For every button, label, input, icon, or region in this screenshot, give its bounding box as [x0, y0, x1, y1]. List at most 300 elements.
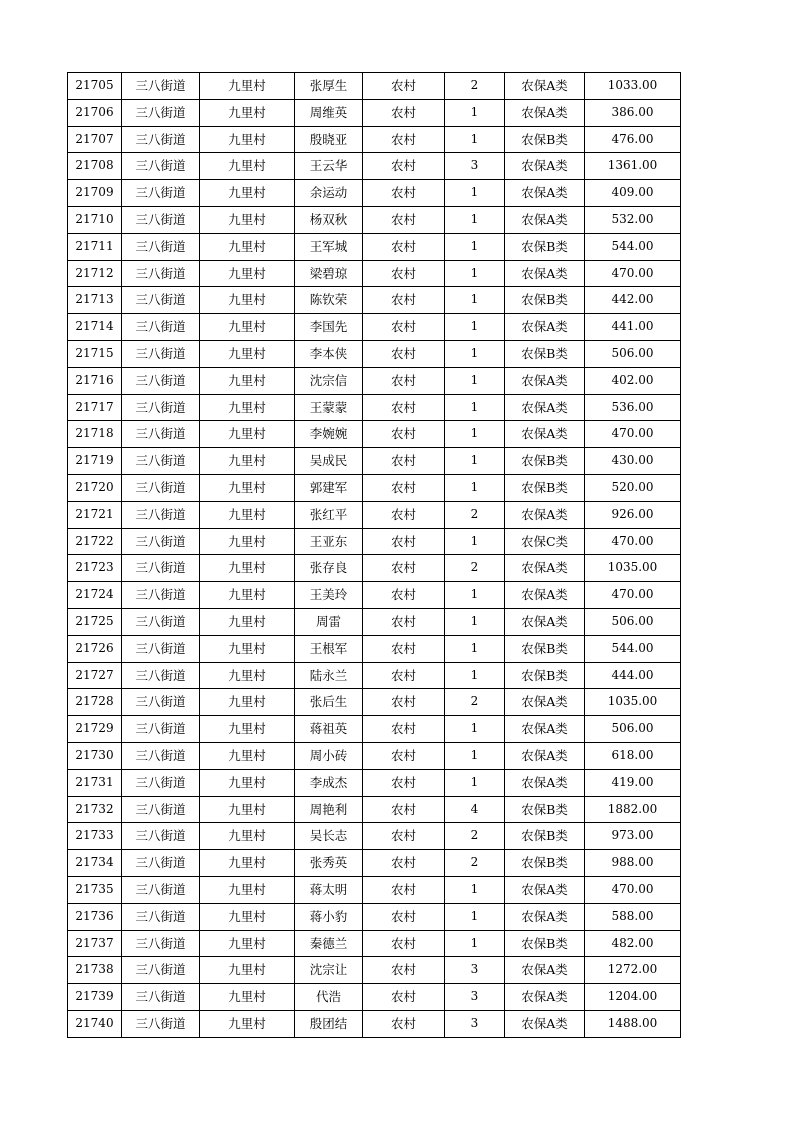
insurance-category-cell: 农保C类 [505, 528, 585, 555]
household-type-cell: 农村 [363, 876, 445, 903]
table-row [68, 287, 681, 314]
street-cell: 三八街道 [122, 314, 200, 341]
insurance-category-cell: 农保B类 [505, 126, 585, 153]
street-cell: 三八街道 [122, 582, 200, 609]
person-name-cell: 陆永兰 [295, 662, 363, 689]
member-count-cell: 1 [445, 608, 505, 635]
street-cell: 三八街道 [122, 608, 200, 635]
household-type-cell: 农村 [363, 930, 445, 957]
insurance-category-cell: 农保A类 [505, 876, 585, 903]
table-row [68, 582, 681, 609]
person-name-cell: 王根军 [295, 635, 363, 662]
street-cell: 三八街道 [122, 903, 200, 930]
member-count-cell: 1 [445, 99, 505, 126]
table-row [68, 448, 681, 475]
street-cell: 三八街道 [122, 153, 200, 180]
amount-cell: 506.00 [585, 716, 681, 743]
record-id-cell: 21719 [68, 448, 122, 475]
table-row [68, 850, 681, 877]
household-type-cell: 农村 [363, 903, 445, 930]
person-name-cell: 李婉婉 [295, 421, 363, 448]
village-cell: 九里村 [200, 153, 295, 180]
household-type-cell: 农村 [363, 635, 445, 662]
street-cell: 三八街道 [122, 957, 200, 984]
person-name-cell: 周艳利 [295, 796, 363, 823]
amount-cell: 1488.00 [585, 1010, 681, 1037]
village-cell: 九里村 [200, 903, 295, 930]
person-name-cell: 陈钦荣 [295, 287, 363, 314]
street-cell: 三八街道 [122, 716, 200, 743]
record-id-cell: 21723 [68, 555, 122, 582]
person-name-cell: 秦德兰 [295, 930, 363, 957]
village-cell: 九里村 [200, 314, 295, 341]
amount-cell: 988.00 [585, 850, 681, 877]
record-id-cell: 21729 [68, 716, 122, 743]
street-cell: 三八街道 [122, 769, 200, 796]
household-type-cell: 农村 [363, 233, 445, 260]
street-cell: 三八街道 [122, 823, 200, 850]
insurance-category-cell: 农保A类 [505, 73, 585, 100]
person-name-cell: 李成杰 [295, 769, 363, 796]
amount-cell: 1035.00 [585, 555, 681, 582]
table-row [68, 903, 681, 930]
amount-cell: 1033.00 [585, 73, 681, 100]
household-type-cell: 农村 [363, 850, 445, 877]
amount-cell: 470.00 [585, 582, 681, 609]
insurance-category-cell: 农保B类 [505, 287, 585, 314]
street-cell: 三八街道 [122, 126, 200, 153]
table-row [68, 742, 681, 769]
insurance-category-cell: 农保B类 [505, 662, 585, 689]
insurance-category-cell: 农保A类 [505, 689, 585, 716]
village-cell: 九里村 [200, 448, 295, 475]
street-cell: 三八街道 [122, 73, 200, 100]
person-name-cell: 蒋祖英 [295, 716, 363, 743]
household-type-cell: 农村 [363, 957, 445, 984]
household-type-cell: 农村 [363, 796, 445, 823]
table-row [68, 73, 681, 100]
member-count-cell: 3 [445, 984, 505, 1011]
record-id-cell: 21712 [68, 260, 122, 287]
household-type-cell: 农村 [363, 555, 445, 582]
village-cell: 九里村 [200, 850, 295, 877]
table-row [68, 501, 681, 528]
amount-cell: 618.00 [585, 742, 681, 769]
insurance-category-cell: 农保B类 [505, 233, 585, 260]
street-cell: 三八街道 [122, 287, 200, 314]
village-cell: 九里村 [200, 99, 295, 126]
person-name-cell: 张后生 [295, 689, 363, 716]
person-name-cell: 蒋小豹 [295, 903, 363, 930]
insurance-category-cell: 农保A类 [505, 903, 585, 930]
person-name-cell: 李本侠 [295, 340, 363, 367]
street-cell: 三八街道 [122, 260, 200, 287]
table-row [68, 394, 681, 421]
person-name-cell: 王军城 [295, 233, 363, 260]
street-cell: 三八街道 [122, 474, 200, 501]
member-count-cell: 2 [445, 555, 505, 582]
street-cell: 三八街道 [122, 850, 200, 877]
household-type-cell: 农村 [363, 474, 445, 501]
street-cell: 三八街道 [122, 233, 200, 260]
insurance-category-cell: 农保B类 [505, 474, 585, 501]
table-row [68, 340, 681, 367]
table-row [68, 260, 681, 287]
insurance-category-cell: 农保A类 [505, 769, 585, 796]
person-name-cell: 王美玲 [295, 582, 363, 609]
household-type-cell: 农村 [363, 716, 445, 743]
street-cell: 三八街道 [122, 421, 200, 448]
amount-cell: 506.00 [585, 340, 681, 367]
household-type-cell: 农村 [363, 394, 445, 421]
village-cell: 九里村 [200, 394, 295, 421]
record-id-cell: 21724 [68, 582, 122, 609]
household-type-cell: 农村 [363, 582, 445, 609]
street-cell: 三八街道 [122, 206, 200, 233]
table-row [68, 474, 681, 501]
record-id-cell: 21726 [68, 635, 122, 662]
record-id-cell: 21718 [68, 421, 122, 448]
record-id-cell: 21731 [68, 769, 122, 796]
village-cell: 九里村 [200, 206, 295, 233]
member-count-cell: 1 [445, 582, 505, 609]
household-type-cell: 农村 [363, 287, 445, 314]
street-cell: 三八街道 [122, 340, 200, 367]
member-count-cell: 1 [445, 314, 505, 341]
household-type-cell: 农村 [363, 662, 445, 689]
street-cell: 三八街道 [122, 742, 200, 769]
village-cell: 九里村 [200, 421, 295, 448]
person-name-cell: 张厚生 [295, 73, 363, 100]
record-id-cell: 21706 [68, 99, 122, 126]
household-type-cell: 农村 [363, 501, 445, 528]
insurance-category-cell: 农保A类 [505, 608, 585, 635]
street-cell: 三八街道 [122, 689, 200, 716]
record-id-cell: 21739 [68, 984, 122, 1011]
village-cell: 九里村 [200, 555, 295, 582]
village-cell: 九里村 [200, 73, 295, 100]
person-name-cell: 王亚东 [295, 528, 363, 555]
record-id-cell: 21728 [68, 689, 122, 716]
data-table [67, 72, 681, 1038]
insurance-category-cell: 农保A类 [505, 367, 585, 394]
street-cell: 三八街道 [122, 448, 200, 475]
village-cell: 九里村 [200, 957, 295, 984]
member-count-cell: 2 [445, 823, 505, 850]
member-count-cell: 3 [445, 1010, 505, 1037]
member-count-cell: 3 [445, 957, 505, 984]
household-type-cell: 农村 [363, 206, 445, 233]
amount-cell: 532.00 [585, 206, 681, 233]
record-id-cell: 21714 [68, 314, 122, 341]
village-cell: 九里村 [200, 582, 295, 609]
village-cell: 九里村 [200, 1010, 295, 1037]
village-cell: 九里村 [200, 340, 295, 367]
member-count-cell: 2 [445, 850, 505, 877]
street-cell: 三八街道 [122, 930, 200, 957]
insurance-category-cell: 农保B类 [505, 635, 585, 662]
insurance-category-cell: 农保A类 [505, 314, 585, 341]
record-id-cell: 21733 [68, 823, 122, 850]
household-type-cell: 农村 [363, 823, 445, 850]
member-count-cell: 1 [445, 367, 505, 394]
member-count-cell: 1 [445, 528, 505, 555]
record-id-cell: 21737 [68, 930, 122, 957]
village-cell: 九里村 [200, 984, 295, 1011]
member-count-cell: 1 [445, 260, 505, 287]
record-id-cell: 21740 [68, 1010, 122, 1037]
insurance-category-cell: 农保B类 [505, 340, 585, 367]
household-type-cell: 农村 [363, 367, 445, 394]
street-cell: 三八街道 [122, 180, 200, 207]
amount-cell: 1204.00 [585, 984, 681, 1011]
person-name-cell: 李国先 [295, 314, 363, 341]
member-count-cell: 1 [445, 662, 505, 689]
amount-cell: 536.00 [585, 394, 681, 421]
amount-cell: 1035.00 [585, 689, 681, 716]
member-count-cell: 1 [445, 340, 505, 367]
table-row [68, 126, 681, 153]
household-type-cell: 农村 [363, 448, 445, 475]
person-name-cell: 杨双秋 [295, 206, 363, 233]
street-cell: 三八街道 [122, 528, 200, 555]
person-name-cell: 王云华 [295, 153, 363, 180]
person-name-cell: 张红平 [295, 501, 363, 528]
household-type-cell: 农村 [363, 153, 445, 180]
record-id-cell: 21732 [68, 796, 122, 823]
table-row [68, 99, 681, 126]
person-name-cell: 代浩 [295, 984, 363, 1011]
table-row [68, 876, 681, 903]
insurance-category-cell: 农保A类 [505, 153, 585, 180]
insurance-category-cell: 农保B类 [505, 823, 585, 850]
record-id-cell: 21710 [68, 206, 122, 233]
village-cell: 九里村 [200, 260, 295, 287]
person-name-cell: 蒋太明 [295, 876, 363, 903]
amount-cell: 470.00 [585, 421, 681, 448]
amount-cell: 444.00 [585, 662, 681, 689]
amount-cell: 470.00 [585, 528, 681, 555]
record-id-cell: 21717 [68, 394, 122, 421]
household-type-cell: 农村 [363, 260, 445, 287]
table-row [68, 421, 681, 448]
amount-cell: 441.00 [585, 314, 681, 341]
amount-cell: 442.00 [585, 287, 681, 314]
person-name-cell: 余运动 [295, 180, 363, 207]
table-row [68, 984, 681, 1011]
member-count-cell: 1 [445, 206, 505, 233]
village-cell: 九里村 [200, 126, 295, 153]
person-name-cell: 张秀英 [295, 850, 363, 877]
record-id-cell: 21721 [68, 501, 122, 528]
member-count-cell: 1 [445, 716, 505, 743]
table-row [68, 823, 681, 850]
amount-cell: 1882.00 [585, 796, 681, 823]
insurance-category-cell: 农保A类 [505, 957, 585, 984]
insurance-category-cell: 农保B类 [505, 796, 585, 823]
table-row [68, 206, 681, 233]
amount-cell: 588.00 [585, 903, 681, 930]
person-name-cell: 殷团结 [295, 1010, 363, 1037]
street-cell: 三八街道 [122, 662, 200, 689]
person-name-cell: 沈宗让 [295, 957, 363, 984]
amount-cell: 476.00 [585, 126, 681, 153]
village-cell: 九里村 [200, 716, 295, 743]
household-type-cell: 农村 [363, 180, 445, 207]
table-row [68, 662, 681, 689]
person-name-cell: 王蒙蒙 [295, 394, 363, 421]
household-type-cell: 农村 [363, 742, 445, 769]
village-cell: 九里村 [200, 367, 295, 394]
amount-cell: 1361.00 [585, 153, 681, 180]
record-id-cell: 21708 [68, 153, 122, 180]
street-cell: 三八街道 [122, 555, 200, 582]
street-cell: 三八街道 [122, 99, 200, 126]
member-count-cell: 1 [445, 233, 505, 260]
table-row [68, 367, 681, 394]
household-type-cell: 农村 [363, 99, 445, 126]
village-cell: 九里村 [200, 930, 295, 957]
village-cell: 九里村 [200, 662, 295, 689]
amount-cell: 482.00 [585, 930, 681, 957]
village-cell: 九里村 [200, 823, 295, 850]
insurance-category-cell: 农保A类 [505, 99, 585, 126]
amount-cell: 520.00 [585, 474, 681, 501]
village-cell: 九里村 [200, 796, 295, 823]
amount-cell: 470.00 [585, 876, 681, 903]
household-type-cell: 农村 [363, 1010, 445, 1037]
insurance-category-cell: 农保A类 [505, 421, 585, 448]
record-id-cell: 21716 [68, 367, 122, 394]
amount-cell: 402.00 [585, 367, 681, 394]
street-cell: 三八街道 [122, 876, 200, 903]
street-cell: 三八街道 [122, 501, 200, 528]
household-type-cell: 农村 [363, 984, 445, 1011]
amount-cell: 544.00 [585, 635, 681, 662]
person-name-cell: 梁碧琼 [295, 260, 363, 287]
amount-cell: 506.00 [585, 608, 681, 635]
person-name-cell: 周雷 [295, 608, 363, 635]
table-row [68, 233, 681, 260]
amount-cell: 386.00 [585, 99, 681, 126]
amount-cell: 409.00 [585, 180, 681, 207]
insurance-category-cell: 农保A类 [505, 555, 585, 582]
record-id-cell: 21735 [68, 876, 122, 903]
household-type-cell: 农村 [363, 126, 445, 153]
insurance-category-cell: 农保B类 [505, 850, 585, 877]
person-name-cell: 周小砖 [295, 742, 363, 769]
member-count-cell: 4 [445, 796, 505, 823]
village-cell: 九里村 [200, 635, 295, 662]
amount-cell: 430.00 [585, 448, 681, 475]
person-name-cell: 吴成民 [295, 448, 363, 475]
member-count-cell: 1 [445, 635, 505, 662]
amount-cell: 973.00 [585, 823, 681, 850]
record-id-cell: 21736 [68, 903, 122, 930]
street-cell: 三八街道 [122, 635, 200, 662]
insurance-category-cell: 农保A类 [505, 206, 585, 233]
street-cell: 三八街道 [122, 367, 200, 394]
table-row [68, 689, 681, 716]
village-cell: 九里村 [200, 769, 295, 796]
insurance-category-cell: 农保A类 [505, 1010, 585, 1037]
table-row [68, 555, 681, 582]
household-type-cell: 农村 [363, 689, 445, 716]
village-cell: 九里村 [200, 528, 295, 555]
street-cell: 三八街道 [122, 1010, 200, 1037]
village-cell: 九里村 [200, 689, 295, 716]
street-cell: 三八街道 [122, 984, 200, 1011]
person-name-cell: 沈宗信 [295, 367, 363, 394]
record-id-cell: 21727 [68, 662, 122, 689]
household-type-cell: 农村 [363, 73, 445, 100]
insurance-category-cell: 农保A类 [505, 501, 585, 528]
insurance-category-cell: 农保A类 [505, 984, 585, 1011]
table-row [68, 153, 681, 180]
amount-cell: 419.00 [585, 769, 681, 796]
household-type-cell: 农村 [363, 608, 445, 635]
table-row [68, 314, 681, 341]
table-body [68, 73, 681, 1038]
village-cell: 九里村 [200, 742, 295, 769]
member-count-cell: 1 [445, 448, 505, 475]
household-type-cell: 农村 [363, 314, 445, 341]
insurance-category-cell: 农保A类 [505, 582, 585, 609]
amount-cell: 926.00 [585, 501, 681, 528]
insurance-category-cell: 农保A类 [505, 742, 585, 769]
record-id-cell: 21738 [68, 957, 122, 984]
table-row [68, 635, 681, 662]
member-count-cell: 1 [445, 930, 505, 957]
village-cell: 九里村 [200, 233, 295, 260]
table-row [68, 180, 681, 207]
member-count-cell: 1 [445, 394, 505, 421]
table-row [68, 1010, 681, 1037]
person-name-cell: 张存良 [295, 555, 363, 582]
record-id-cell: 21711 [68, 233, 122, 260]
household-type-cell: 农村 [363, 528, 445, 555]
village-cell: 九里村 [200, 876, 295, 903]
record-id-cell: 21709 [68, 180, 122, 207]
insurance-category-cell: 农保A类 [505, 394, 585, 421]
village-cell: 九里村 [200, 180, 295, 207]
insurance-category-cell: 农保B类 [505, 448, 585, 475]
insurance-category-cell: 农保A类 [505, 180, 585, 207]
member-count-cell: 1 [445, 876, 505, 903]
record-id-cell: 21725 [68, 608, 122, 635]
table-row [68, 769, 681, 796]
record-id-cell: 21707 [68, 126, 122, 153]
table-row [68, 930, 681, 957]
amount-cell: 544.00 [585, 233, 681, 260]
record-id-cell: 21730 [68, 742, 122, 769]
table-row [68, 528, 681, 555]
record-id-cell: 21722 [68, 528, 122, 555]
member-count-cell: 2 [445, 689, 505, 716]
record-id-cell: 21713 [68, 287, 122, 314]
member-count-cell: 3 [445, 153, 505, 180]
member-count-cell: 2 [445, 501, 505, 528]
amount-cell: 470.00 [585, 260, 681, 287]
person-name-cell: 郭建军 [295, 474, 363, 501]
village-cell: 九里村 [200, 474, 295, 501]
record-id-cell: 21734 [68, 850, 122, 877]
village-cell: 九里村 [200, 608, 295, 635]
household-type-cell: 农村 [363, 340, 445, 367]
member-count-cell: 1 [445, 180, 505, 207]
member-count-cell: 1 [445, 769, 505, 796]
member-count-cell: 1 [445, 421, 505, 448]
